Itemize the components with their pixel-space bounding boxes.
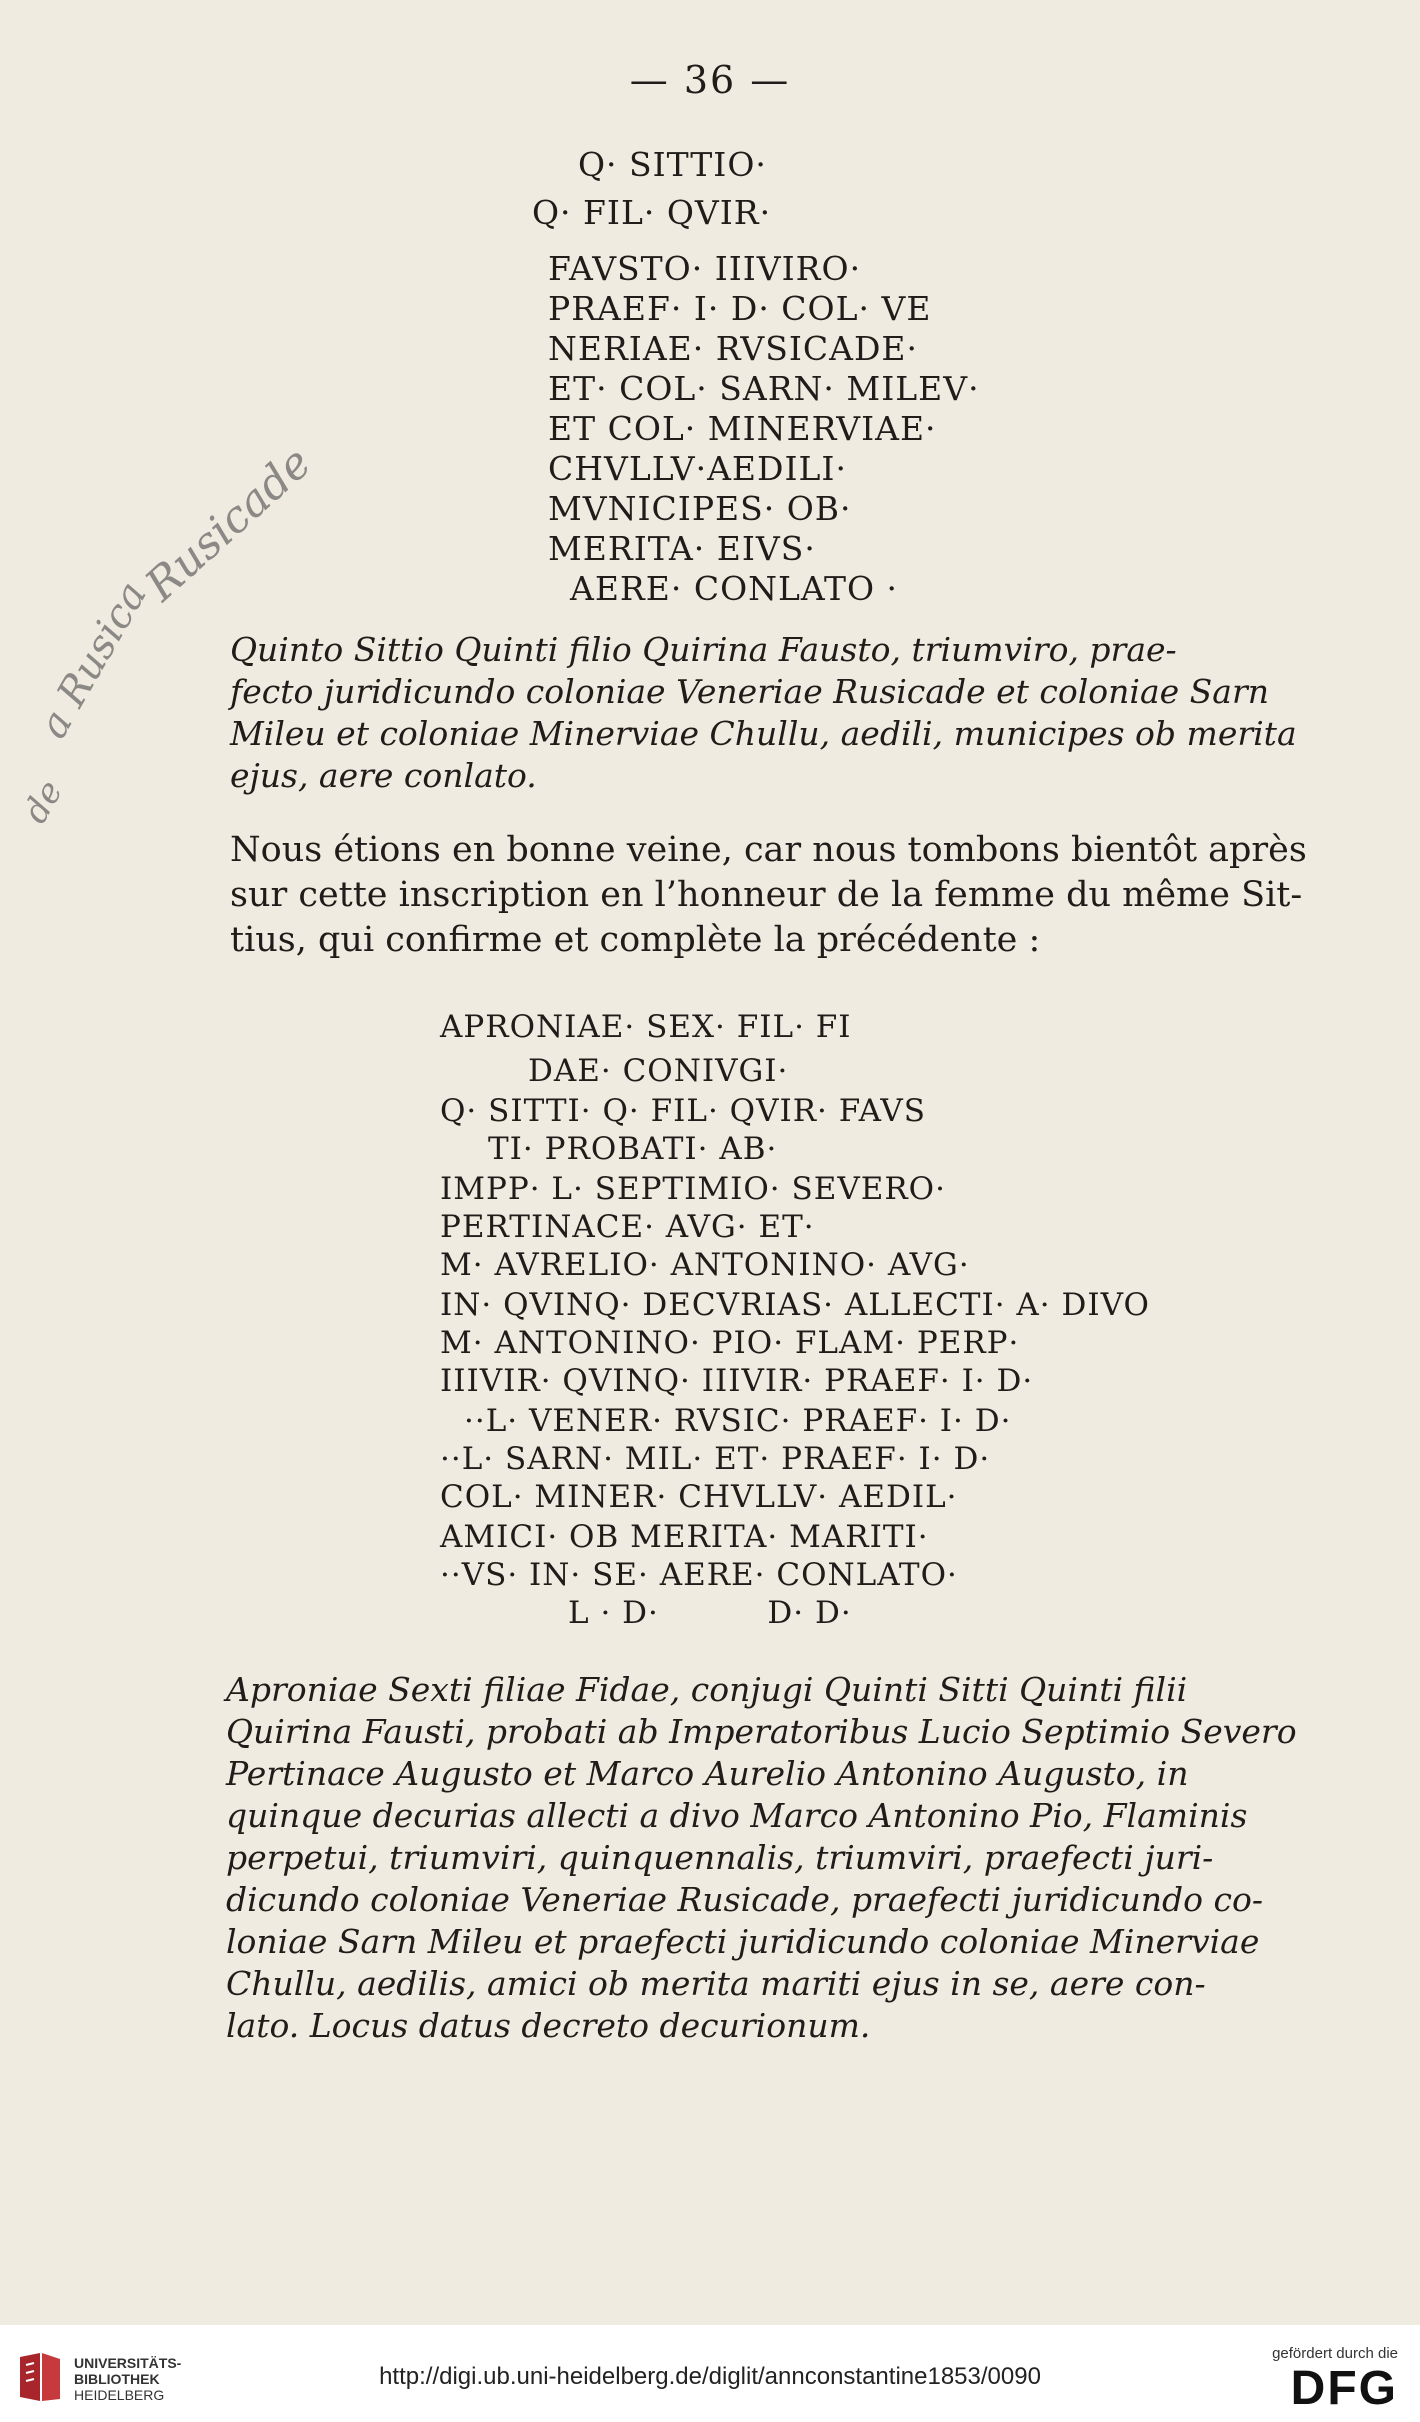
translation-sittius-line: Quinto Sittio Quinti filio Quirina Fausto, triumviro, prae- [230, 630, 1177, 669]
translation-apronia-line: perpetui, triumviri, quinquennalis, triumviri, praefecti juri- [226, 1838, 1214, 1877]
inscription-apronia-line: AMICI· OB MERITA· MARITI· [440, 1519, 929, 1555]
translation-apronia-line: Pertinace Augusto et Marco Aurelio Antonino Augusto, in [226, 1754, 1189, 1793]
inscription-sittius-line: ET COL· MINERVIAE· [548, 409, 937, 448]
inscription-apronia-line: ··VS· IN· SE· AERE· CONLATO· [440, 1557, 958, 1593]
translation-sittius-line: Mileu et coloniae Minerviae Chullu, aedili, municipes ob merita [230, 714, 1297, 753]
inscription-apronia-line: Q· SITTI· Q· FIL· QVIR· FAVS [440, 1093, 927, 1129]
inscription-sittius-line: Q· SITTIO· [578, 145, 767, 184]
library-name-line1: UNIVERSITÄTS- [74, 2355, 182, 2371]
translation-apronia-line: quinque decurias allecti a divo Marco Antonino Pio, Flaminis [226, 1796, 1248, 1835]
page-number: — 36 — [629, 58, 791, 102]
inscription-sittius-line: AERE· CONLATO · [570, 569, 899, 608]
french-paragraph-line: tius, qui confirme et complète la précédente : [230, 920, 1041, 960]
margin-note-de: de [15, 773, 71, 830]
inscription-apronia-line: PERTINACE· AVG· ET· [440, 1209, 815, 1245]
french-paragraph-line: sur cette inscription en l’honneur de la femme du même Sit- [230, 875, 1303, 915]
translation-apronia-line: dicundo coloniae Veneriae Rusicade, praefecti juridicundo co- [226, 1880, 1264, 1919]
translation-apronia-line: Aproniae Sexti filiae Fidae, conjugi Quinti Sitti Quinti filii [226, 1670, 1188, 1709]
inscription-apronia-line: COL· MINER· CHVLLV· AEDIL· [440, 1479, 958, 1515]
translation-sittius-line: fecto juridicundo coloniae Veneriae Rusicade et coloniae Sarn [230, 672, 1269, 711]
permalink-url[interactable]: http://digi.ub.uni-heidelberg.de/diglit/annconstantine1853/0090 [379, 2363, 1041, 2390]
inscription-sittius-line: Q· FIL· QVIR· [532, 193, 772, 232]
french-paragraph-line: Nous étions en bonne veine, car nous tombons bientôt après [230, 830, 1307, 870]
inscription-apronia-line: M· AVRELIO· ANTONINO· AVG· [440, 1247, 970, 1283]
inscription-apronia-line: DAE· CONIVGI· [528, 1053, 789, 1089]
inscription-apronia-line: IMPP· L· SEPTIMIO· SEVERO· [440, 1171, 946, 1207]
funded-by-label: gefördert durch die [1272, 2345, 1398, 2362]
inscription-sittius-line: CHVLLV·AEDILI· [548, 449, 847, 488]
margin-note-a-rusica: a Rusica [30, 574, 157, 746]
inscription-sittius-line: PRAEF· I· D· COL· VE [548, 289, 932, 328]
inscription-sittius-line: MERITA· EIVS· [548, 529, 816, 568]
translation-apronia-line: Chullu, aedilis, amici ob merita mariti ejus in se, aere con- [226, 1964, 1206, 2003]
footer-bar [0, 2325, 1420, 2422]
inscription-sittius-line: NERIAE· RVSICADE· [548, 329, 919, 368]
inscription-apronia-line: ··L· VENER· RVSIC· PRAEF· I· D· [464, 1403, 1012, 1439]
inscription-sittius-line: MVNICIPES· OB· [548, 489, 852, 528]
inscription-sittius-line: ET· COL· SARN· MILEV· [548, 369, 980, 408]
translation-apronia-line: loniae Sarn Mileu et praefecti juridicundo coloniae Minerviae [226, 1922, 1260, 1961]
library-name-line3: HEIDELBERG [74, 2387, 165, 2403]
inscription-apronia-line: M· ANTONINO· PIO· FLAM· PERP· [440, 1325, 1020, 1361]
margin-note-rusicade: Rusicade [135, 437, 322, 611]
inscription-apronia-line: APRONIAE· SEX· FIL· FI [440, 1009, 852, 1045]
inscription-apronia-line: IIIVIR· QVINQ· IIIVIR· PRAEF· I· D· [440, 1363, 1034, 1399]
inscription-apronia-line: IN· QVINQ· DECVRIAS· ALLECTI· A· DIVO [440, 1287, 1150, 1323]
translation-apronia-line: Quirina Fausti, probati ab Imperatoribus Lucio Septimio Severo [226, 1712, 1297, 1751]
inscription-apronia-line: TI· PROBATI· AB· [488, 1131, 778, 1167]
inscription-apronia-line: L · D· D· D· [568, 1595, 852, 1631]
inscription-apronia-line: ··L· SARN· MIL· ET· PRAEF· I· D· [440, 1441, 991, 1477]
translation-sittius-line: ejus, aere conlato. [230, 756, 537, 795]
translation-apronia-line: lato. Locus datus decreto decurionum. [226, 2006, 871, 2045]
inscription-sittius-line: FAVSTO· IIIVIRO· [548, 249, 862, 288]
library-name-line2: BIBLIOTHEK [74, 2371, 160, 2387]
dfg-logo: DFG [1290, 2362, 1398, 2415]
